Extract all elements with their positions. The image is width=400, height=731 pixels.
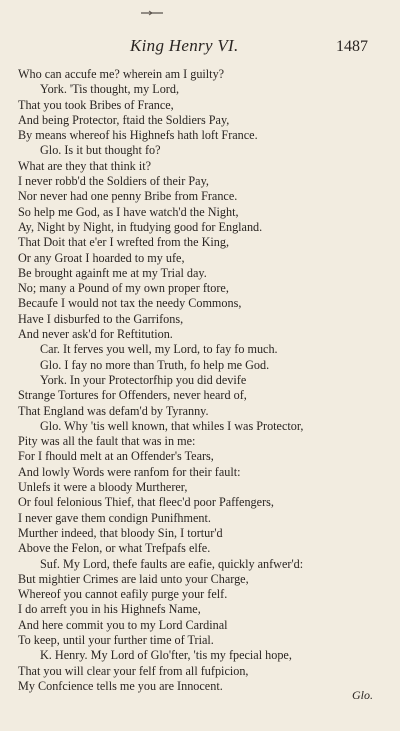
verse-line: I do arreft you in his Highnefs Name,: [18, 602, 201, 617]
verse-line: Who can accufe me? wherein am I guilty?: [18, 67, 225, 81]
catchword: Glo.: [352, 688, 373, 702]
verse-line: And lowly Words were ranfom for their fault:: [18, 464, 241, 479]
verse-line: Or foul felonious Thief, that fleec'd poor Paffengers,: [18, 495, 274, 510]
verse-line: No; many a Pound of my own proper ftore,: [18, 281, 229, 296]
verse-line: Have I disburfed to the Garrifons,: [18, 311, 184, 326]
verse-line: York. In your Protectorfhip you did devife: [40, 372, 247, 387]
verse-line: Be brought againft me at my Trial day.: [18, 265, 207, 280]
verse-line: K. Henry. My Lord of Glo'fter, 'tis my fpecial hope,: [40, 648, 292, 663]
verse-text: [18, 67, 388, 694]
verse-line: Or any Groat I hoarded to my ufe,: [18, 250, 185, 265]
verse-line: Nor never had one penny Bribe from France.: [18, 189, 238, 204]
running-title: King Henry VI.: [130, 36, 239, 55]
verse-line: But mightier Crimes are laid unto your Charge,: [18, 571, 249, 586]
page-header: [0, 36, 400, 60]
verse-line: That you will clear your felf from all fufpicion,: [18, 663, 249, 678]
verse-line: So help me God, as I have watch'd the Night,: [18, 204, 239, 219]
verse-line: That you took Bribes of France,: [18, 97, 174, 112]
ornament-mark: [140, 10, 164, 16]
verse-line: Pity was all the fault that was in me:: [18, 434, 196, 449]
verse-line: Glo. Why 'tis well known, that whiles I was Protector,: [40, 418, 304, 433]
verse-line: I never robb'd the Soldiers of their Pay,: [18, 174, 209, 189]
verse-line: Unlefs it were a bloody Murtherer,: [18, 480, 188, 495]
verse-line: My Confcience tells me you are Innocent.: [18, 678, 223, 693]
verse-line: And here commit you to my Lord Cardinal: [18, 617, 228, 632]
verse-line: What are they that think it?: [18, 158, 151, 173]
verse-line: Whereof you cannot eafily purge your felf.: [18, 587, 228, 602]
verse-line: Ay, Night by Night, in ftudying good for England.: [18, 219, 263, 234]
verse-line: York. 'Tis thought, my Lord,: [40, 82, 180, 97]
verse-line: Glo. Is it but thought fo?: [40, 143, 161, 158]
verse-line: Glo. I fay no more than Truth, fo help me God.: [40, 357, 270, 372]
verse-line: And never ask'd for Reftitution.: [18, 327, 173, 342]
verse-line: Above the Felon, or what Trefpafs elfe.: [18, 541, 211, 556]
page-number: 1487: [336, 38, 368, 55]
verse-line: And being Protector, ftaid the Soldiers Pay,: [18, 112, 230, 127]
verse-line: For I fhould melt at an Offender's Tears,: [18, 449, 214, 464]
verse-line: I never gave them condign Punifhment.: [18, 510, 211, 525]
verse-line: Becaufe I would not tax the needy Commons,: [18, 296, 242, 311]
verse-line: Car. It ferves you well, my Lord, to fay fo much.: [40, 342, 278, 357]
verse-line: Murther indeed, that bloody Sin, I tortur'd: [18, 525, 223, 540]
verse-line: To keep, until your further time of Trial.: [18, 632, 214, 647]
verse-line: Strange Tortures for Offenders, never heard of,: [18, 388, 247, 403]
verse-line: By means whereof his Highnefs hath loft France.: [18, 128, 258, 143]
verse-line: That Doit that e'er I wrefted from the King,: [18, 235, 230, 250]
verse-line: Suf. My Lord, thefe faults are eafie, quickly anfwer'd:: [40, 556, 304, 571]
verse-line: That England was defam'd by Tyranny.: [18, 403, 209, 418]
